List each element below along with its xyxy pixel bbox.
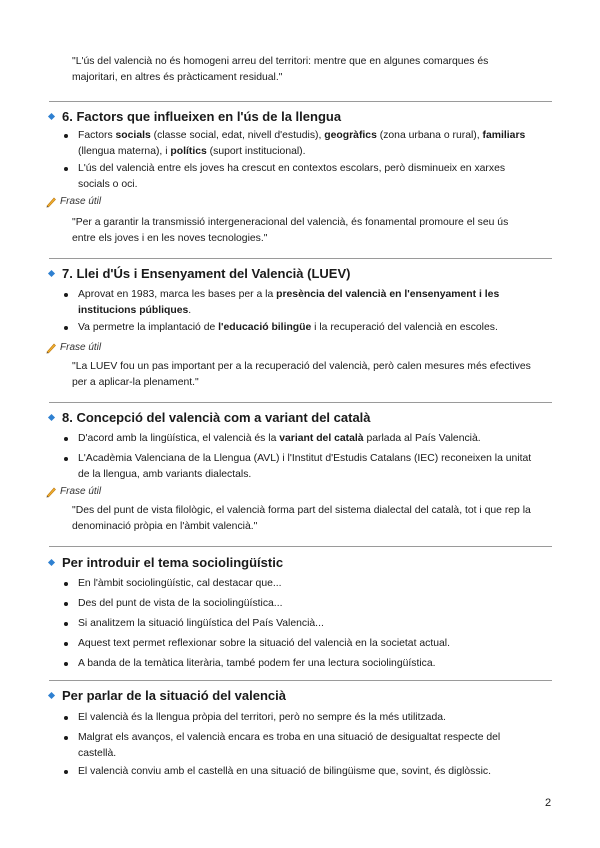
bullet-dot-icon [64,582,68,586]
section-divider [49,258,552,259]
situation-phrases-title: Per parlar de la situació del valencià [62,688,286,703]
intro-phrases-title: Per introduir el tema sociolingüístic [62,555,284,570]
list-item: Factors socials (classe social, edat, nivell d'estudis), geogràfics (zona urbana o rural), familiars (llengua materna), i polítics (suport institucional). [78,128,533,160]
diamond-bullet-icon [48,113,55,120]
list-item: Va permetre la implantació de l'educació bilingüe i la recuperació del valencià en escoles. [78,320,533,336]
bold-term: presència del valencià en l'ensenyament i les institucions públiques [78,289,500,316]
bullet-dot-icon [64,770,68,774]
section-8-title: 8. Concepció del valencià com a variant del català [62,410,371,425]
section-8-heading [49,409,549,427]
bullet-dot-icon [64,716,68,720]
bullet-dot-icon [64,662,68,666]
list-item: Des del punt de vista de la sociolingüística... [78,596,533,612]
bullet-dot-icon [64,167,68,171]
section-divider [49,546,552,547]
bullet-dot-icon [64,622,68,626]
bullet-dot-icon [64,602,68,606]
section-divider [49,101,552,102]
section-7-title: 7. Llei d'Ús i Ensenyament del Valencià (LUEV) [62,266,351,281]
bold-term: polítics [170,146,207,157]
diamond-bullet-icon [48,692,55,699]
list-item: A banda de la temàtica literària, també podem fer una lectura sociolingüística. [78,656,533,672]
intro-phrases-heading [49,554,549,572]
list-item: Malgrat els avanços, el valencià encara es troba en una situació de desigualtat respecte del castellà. [78,730,533,762]
pencil-icon [45,486,57,498]
bold-term: familiars [482,130,526,141]
frase-util-text: Frase útil [60,196,102,207]
section-divider [49,680,552,681]
intro-quote: "L'ús del valencià no és homogeni arreu del territori: mentre que en algunes comarques és majoritari, en altres és pràcticament residual." [72,56,489,83]
section-7-heading [49,265,549,283]
list-item: Si analitzem la situació lingüística del País Valencià... [78,616,533,632]
section-6-title: 6. Factors que influeixen en l'ús de la llengua [62,109,342,124]
bullet-dot-icon [64,326,68,330]
bullet-dot-icon [64,457,68,461]
bold-term: variant del català [279,433,364,444]
section-6-quote: "Per a garantir la transmissió intergeneracional del valencià, és fonamental promoure el seu ús entre els joves i en les noves tecnologies." [72,217,509,244]
bullet-dot-icon [64,736,68,740]
section-divider [49,402,552,403]
diamond-bullet-icon [48,414,55,421]
list-item: L'Acadèmia Valenciana de la Llengua (AVL) i l'Institut d'Estudis Catalans (IEC) reconeixen la unitat de la llengua, amb variants dialectals. [78,451,533,483]
list-item: En l'àmbit sociolingüístic, cal destacar que... [78,576,533,592]
list-item: L'ús del valencià entre els joves ha crescut en contextos escolars, però disminueix en xarxes socials o oci. [78,161,533,193]
situation-phrases-heading [49,687,549,705]
diamond-bullet-icon [48,559,55,566]
frase-util-text: Frase útil [60,486,102,497]
frase-util-text: Frase útil [60,342,102,353]
list-item: Aquest text permet reflexionar sobre la situació del valencià en la societat actual. [78,636,533,652]
bullet-dot-icon [64,642,68,646]
list-item: D'acord amb la lingüística, el valencià és la variant del català parlada al País Valencià. [78,431,533,447]
list-item: Aprovat en 1983, marca les bases per a la presència del valencià en l'ensenyament i les institucions públiques. [78,287,533,319]
section-8-quote: "Des del punt de vista filològic, el valencià forma part del sistema dialectal del català, tot i que rep la denominació pròpia en l'àmbit valencià." [72,505,531,532]
bold-term: geogràfics [324,130,377,141]
list-item: El valencià és la llengua pròpia del territori, però no sempre és la més utilitzada. [78,710,533,726]
bullet-dot-icon [64,293,68,297]
bold-term: socials [115,130,151,141]
list-item: El valencià conviu amb el castellà en una situació de bilingüisme que, sovint, és diglòssic. [78,764,533,780]
bullet-dot-icon [64,134,68,138]
page-number: 2 [545,797,552,809]
bullet-dot-icon [64,437,68,441]
diamond-bullet-icon [48,270,55,277]
pencil-icon [45,196,57,208]
bold-term: l'educació bilingüe [218,322,312,333]
pencil-icon [45,342,57,354]
section-6-heading [49,108,549,126]
section-7-quote: "La LUEV fou un pas important per a la recuperació del valencià, però calen mesures més efectives per a aplicar-la plenament." [72,361,531,388]
